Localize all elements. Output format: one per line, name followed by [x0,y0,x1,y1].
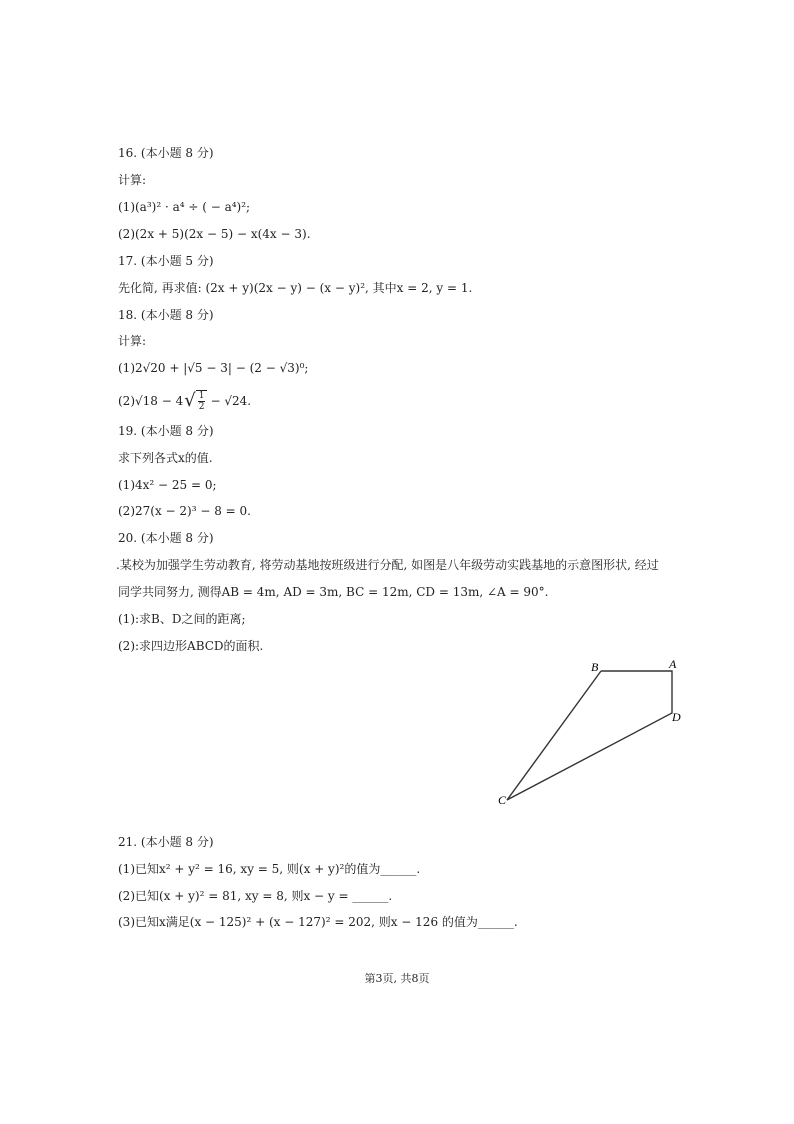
q20-part1: (1):求B、D之间的距离; [118,612,246,626]
q19-part1: (1)4x² − 25 = 0; [118,478,217,492]
q16-part2: (2)(2x + 5)(2x − 5) − x(4x − 3). [118,227,311,241]
q16-prompt: 计算: [118,173,147,187]
q21-part2: (2)已知(x + y)² = 81, xy = 8, 则x − y = ______. [118,889,393,903]
q20-part2: (2):求四边形ABCD的面积. [118,639,264,653]
q18-part1: (1)2√20 + |√5 − 3| − (2 − √3)⁰; [118,361,309,375]
label-c: C [498,793,507,807]
q21-part1: (1)已知x² + y² = 16, xy = 5, 则(x + y)²的值为______. [118,862,421,876]
label-b: B [591,660,599,674]
q17-text: 先化简, 再求值: (2x + y)(2x − y) − (x − y)², 其中x = 2, y = 1. [118,281,473,295]
fraction [196,390,208,412]
q19-part2: (2)27(x − 2)³ − 8 = 0. [118,504,251,518]
q18-part2-post: − √24. [210,394,252,408]
q21-header: 21. (本小题 8 分) [118,835,214,849]
quadrilateral-outline [507,671,672,800]
q18-prompt: 计算: [118,334,147,348]
fraction-denominator: 2 [198,402,205,412]
q19-prompt: 求下列各式x的值. [118,451,213,465]
q20-text-line2: 同学共同努力, 测得AB = 4m, AD = 3m, BC = 12m, CD = 13m, ∠A = 90°. [118,585,549,599]
q18-part2 [118,386,251,416]
radical-sign: √ [184,390,196,411]
q18-header: 18. (本小题 8 分) [118,308,214,322]
q16-header: 16. (本小题 8 分) [118,146,214,160]
page-footer: 第3页, 共8页 [364,972,430,985]
q21-part3: (3)已知x满足(x − 125)² + (x − 127)² = 202, 则x − 126 的值为______. [118,915,518,929]
quadrilateral-figure [480,650,700,820]
label-a: A [669,657,677,671]
q19-header: 19. (本小题 8 分) [118,424,214,438]
q16-part1: (1)(a³)² · a⁴ ÷ ( − a⁴)²; [118,200,251,214]
q17-header: 17. (本小题 5 分) [118,254,214,268]
label-d: D [672,710,681,724]
fraction-numerator: 1 [198,391,205,401]
q20-header: 20. (本小题 8 分) [118,531,214,545]
q20-text-line1: .某校为加强学生劳动教育, 将劳动基地按班级进行分配, 如图是八年级劳动实践基地的示意图形状, 经过 [116,558,659,572]
q18-part2-pre: (2)√18 − 4 [118,394,184,408]
